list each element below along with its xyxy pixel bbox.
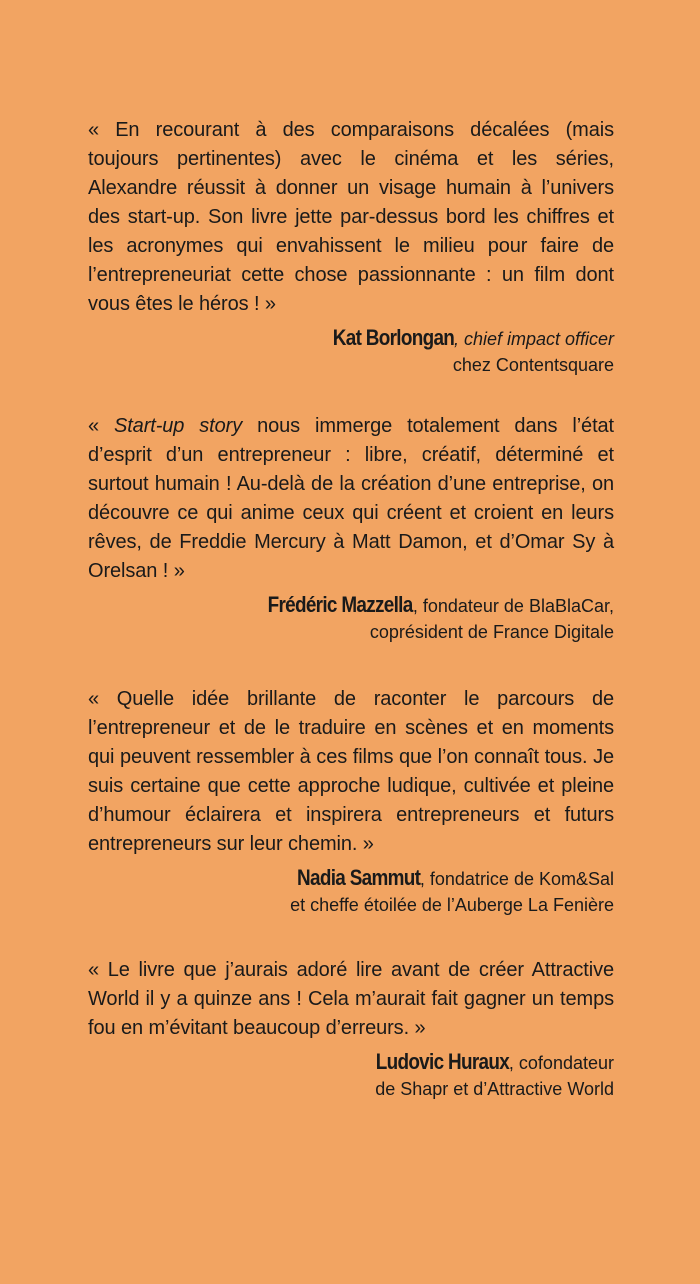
quote-text: « En recourant à des comparaisons décalées (mais toujours pertinentes) avec le cinéma et les séries, Alexandre réussit à donner un visage humain à l’univers des start-up. Son livre jette par-dessus bord les chiffres et les acronymes qui envahissent le milieu pour faire de l’entrepreneuriat cette chose passionnante : un film dont vous êtes le héros ! »: [88, 119, 614, 315]
quote-text: « Le livre que j’aurais adoré lire avant de créer Attractive World il y a quinze ans ! Cela m’aurait fait gagner un temps fou en m’évitant beaucoup d’erreurs. »: [88, 959, 614, 1039]
quote-text: « Start-up story nous immerge totalement dans l’état d’esprit d’un entrepreneur : libre, créatif, déterminé et surtout humain ! Au-delà de la création d’une entreprise, on découvre ce qui anime ceux qui créent et croient en leurs rêves, de Freddie Mercury à Matt Damon, et d’Omar Sy à Orelsan ! »: [88, 415, 615, 582]
quote-text: « Quelle idée brillante de raconter le parcours de l’entrepreneur et de le traduire en scènes et en moments qui peuvent ressembler à ces films que l’on connaît tous. Je suis certaine que cette approche ludique, cultivée et pleine d’humour éclairera et inspirera entrepreneurs et futurs entrepreneurs sur leur chemin. »: [88, 688, 614, 855]
testimonial-huraux: [88, 956, 614, 1102]
author-name: Nadia Sammut: [296, 865, 420, 890]
author-affiliation: et cheffe étoilée de l’Auberge La Fenière: [290, 895, 614, 915]
author-role: , chief impact officer: [453, 329, 614, 349]
book-title: Start-up story: [113, 415, 243, 437]
author-affiliation: coprésident de France Digitale: [369, 622, 614, 642]
attribution: [88, 865, 614, 918]
author-role: , cofondateur: [508, 1053, 614, 1073]
testimonial-sammut: [88, 685, 614, 918]
author-affiliation: de Shapr et d’Attractive World: [375, 1079, 614, 1099]
testimonial-borlongan: [88, 116, 614, 378]
author-affiliation: chez Contentsquare: [452, 355, 614, 375]
attribution: [88, 1049, 614, 1102]
author-role: , fondateur de BlaBlaCar,: [412, 596, 614, 616]
testimonial-mazzella: [88, 412, 614, 645]
author-role: , fondatrice de Kom&Sal: [419, 869, 614, 889]
author-name: Frédéric Mazzella: [267, 592, 413, 617]
author-name: Kat Borlongan: [332, 325, 454, 350]
attribution: [88, 325, 614, 378]
author-name: Ludovic Huraux: [375, 1049, 509, 1074]
attribution: [88, 592, 614, 645]
